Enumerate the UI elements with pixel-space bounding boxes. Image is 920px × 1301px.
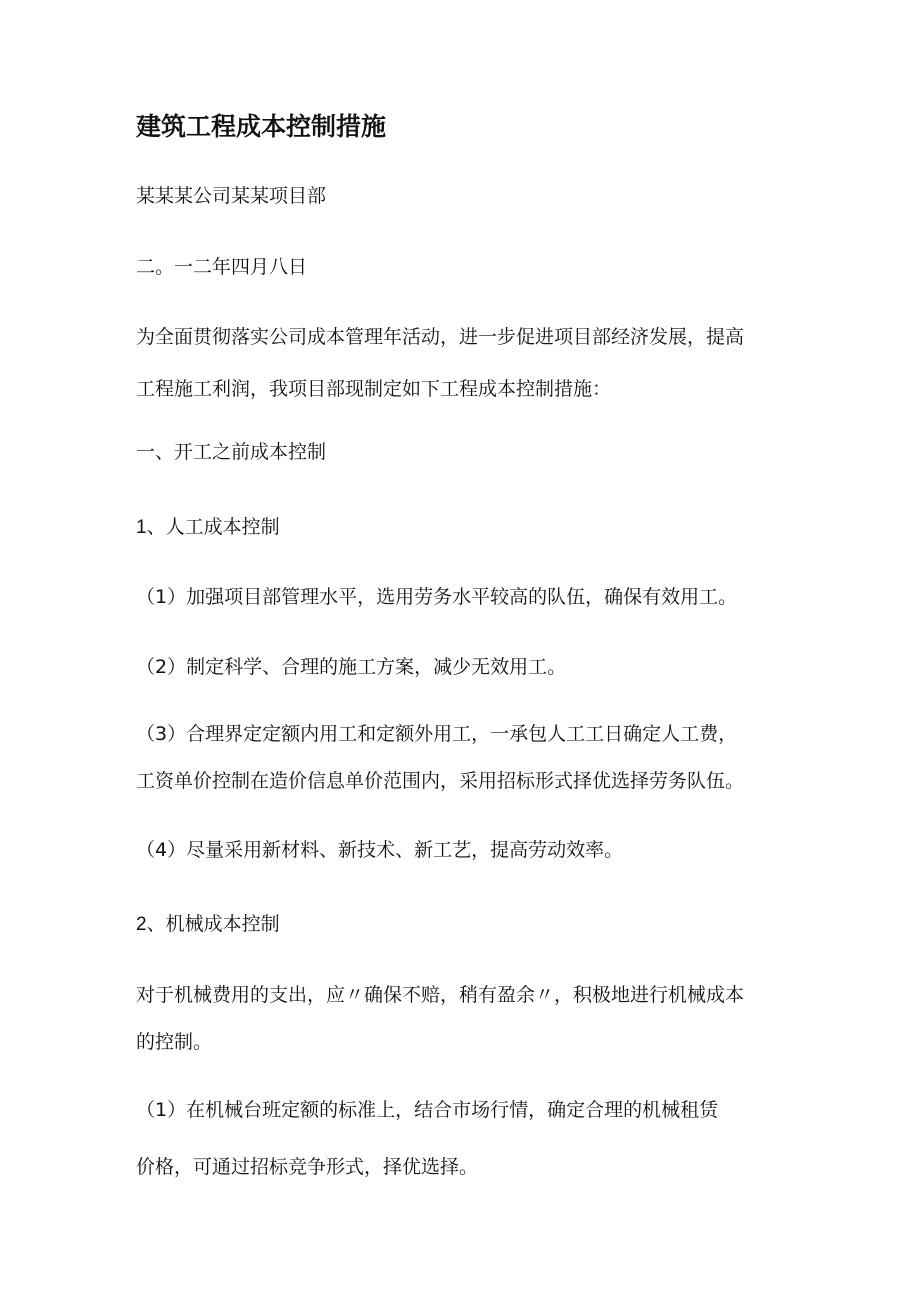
labor-item-2: （2）制定科学、合理的施工方案，减少无效用工。: [136, 656, 567, 678]
organization-name: 某某某公司某某项目部: [136, 185, 327, 207]
subsection-heading-machinery-cost: 2、机械成本控制: [136, 914, 280, 935]
labor-item-4: （4）尽量采用新材料、新技术、新工艺，提高劳动效率。: [136, 839, 624, 861]
document-date: 二。一二年四月八日: [136, 256, 308, 278]
machinery-intro-line-1: 对于机械费用的支出，应〃确保不赔，稍有盈余〃，积极地进行机械成本: [136, 984, 745, 1006]
labor-item-3-line-1: （3）合理界定定额内用工和定额外用工，一承包人工工日确定人工费，: [136, 723, 738, 745]
labor-item-1: （1）加强项目部管理水平，选用劳务水平较高的队伍，确保有效用工。: [136, 586, 738, 608]
intro-paragraph-line-1: 为全面贯彻落实公司成本管理年活动，进一步促进项目部经济发展，提高: [136, 326, 745, 348]
section-heading-before-construction: 一、开工之前成本控制: [136, 441, 327, 463]
machinery-item-1-line-2: 价格，可通过招标竞争形式，择优选择。: [136, 1156, 479, 1178]
subsection-heading-labor-cost: 1、人工成本控制: [136, 517, 280, 538]
machinery-item-1-line-1: （1）在机械台班定额的标准上，结合市场行情，确定合理的机械租赁: [136, 1099, 719, 1121]
machinery-intro-line-2: 的控制。: [136, 1031, 213, 1053]
document-title: 建筑工程成本控制措施: [136, 112, 387, 141]
labor-item-3-line-2: 工资单价控制在造价信息单价范围内，采用招标形式择优选择劳务队伍。: [136, 770, 745, 792]
intro-paragraph-line-2: 工程施工利润，我项目部现制定如下工程成本控制措施：: [136, 378, 612, 400]
